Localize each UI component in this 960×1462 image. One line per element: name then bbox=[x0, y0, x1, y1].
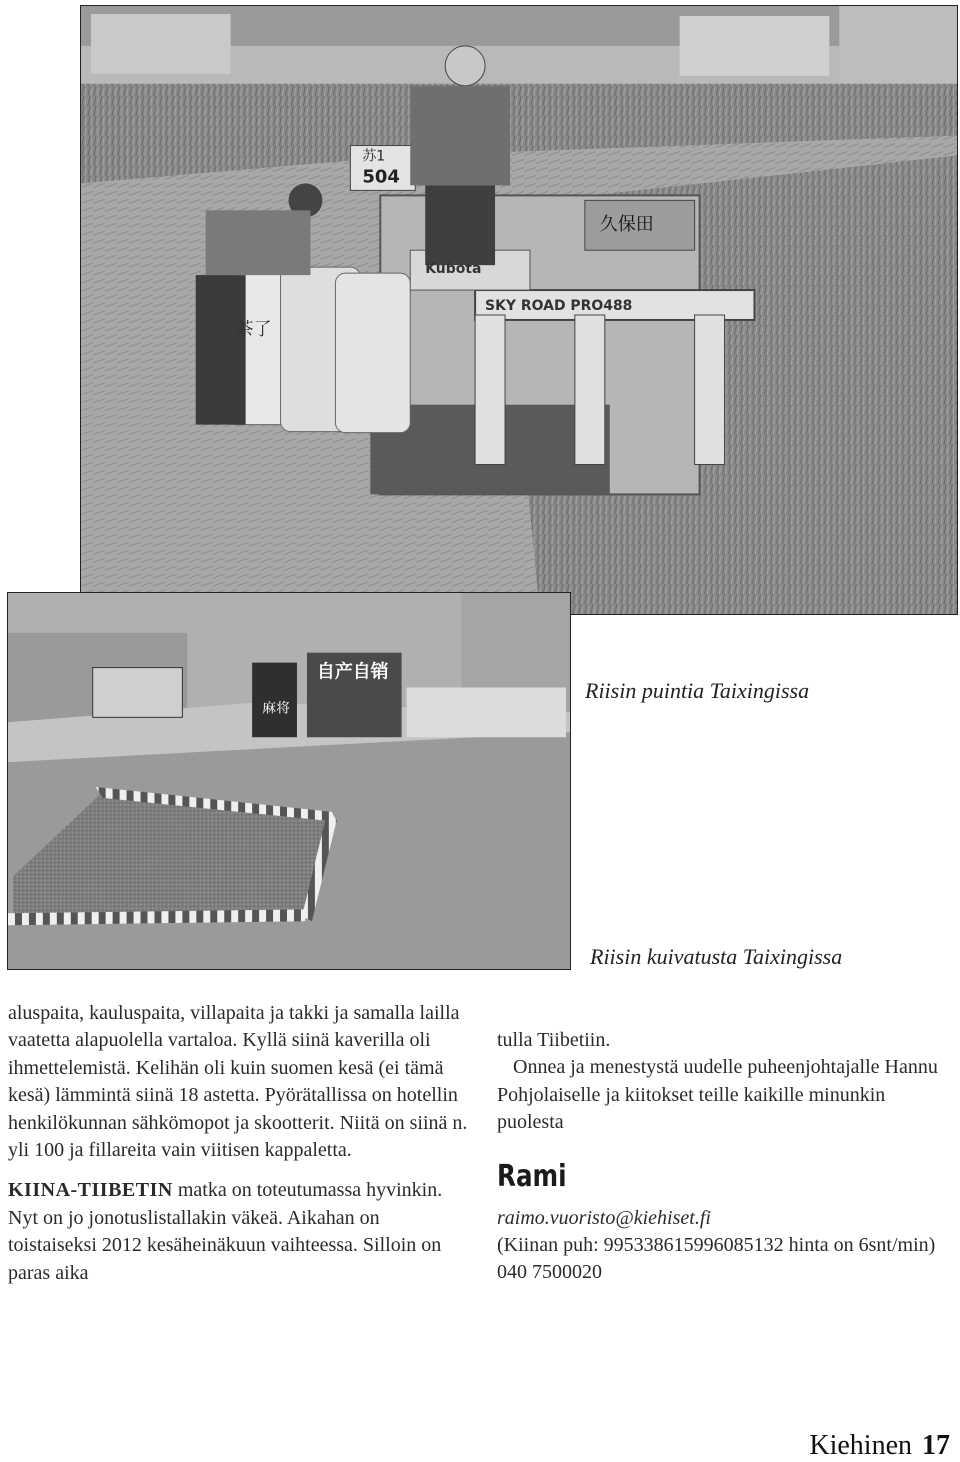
harvest-sign-2: 504 bbox=[362, 166, 400, 188]
harvest-photo bbox=[80, 5, 958, 615]
harvest-sign-1: 苏1 bbox=[362, 148, 386, 165]
rice-bags bbox=[226, 260, 411, 432]
right-paragraph-1: tulla Tiibetiin. bbox=[497, 1029, 611, 1051]
drying-photo-illustration bbox=[8, 593, 570, 969]
right-column bbox=[497, 1027, 952, 1287]
harvest-sign-4: Kubota bbox=[425, 261, 482, 278]
left-paragraph-2 bbox=[8, 1177, 468, 1287]
harvest-sign-5: SKY ROAD PRO488 bbox=[485, 298, 633, 314]
drying-photo bbox=[7, 592, 571, 970]
phone-number: 040 7500020 bbox=[497, 1261, 602, 1284]
combine-harvester bbox=[350, 146, 754, 495]
drying-caption: Riisin kuivatusta Taixingissa bbox=[590, 944, 843, 969]
page-footer bbox=[809, 1430, 950, 1462]
harvest-sign-6: 茶了 bbox=[235, 318, 272, 340]
harvest-sign-3: 久保田 bbox=[599, 214, 654, 236]
right-paragraph-2: Onnea ja menestystä uudelle puheenjohtajalle Hannu Pohjolaiselle ja kiitokset teille kaikille minunkin puolesta bbox=[497, 1056, 938, 1134]
left-paragraph-2-text: matka on toteutumassa hyvinkin. Nyt on jo jonotuslistallakin väkeä. Aikahan on toistaiseksi 2012 kesäheinäkuun vaihteessa. Silloin on paras aika bbox=[8, 1179, 443, 1284]
harvest-photo-illustration bbox=[81, 6, 957, 614]
author-signature: Rami bbox=[497, 1158, 567, 1194]
kicker-kiina-tiibetin: KIINA-TIIBETIN bbox=[8, 1179, 173, 1202]
author-email: raimo.vuoristo@kiehiset.fi bbox=[497, 1206, 711, 1229]
harvest-caption: Riisin puintia Taixingissa bbox=[585, 678, 810, 703]
drying-sign-1: 自产自销 bbox=[316, 661, 389, 683]
page-number: 17 bbox=[922, 1430, 950, 1461]
drying-sign-2: 麻将 bbox=[262, 700, 290, 717]
phone-note: (Kiinan puh: 995338615996085132 hinta on 6snt/min) bbox=[497, 1234, 936, 1257]
left-paragraph-1: aluspaita, kauluspaita, villapaita ja takki ja samalla lailla vaatetta alapuolella vartaloa. Kyllä siinä kaverilla oli ihmettelemistä. Kelihän oli kuin suomen kesä (ei tämä kesä) lämmintä siinä 18 astetta. Pyörätallissa on hotellin henkilökunnan sähkömopot ja skootterit. Niitä on siinä n. yli 100 ja fillareita vain viitisen kappaletta. bbox=[8, 1002, 468, 1162]
left-column bbox=[8, 1000, 468, 1287]
magazine-name: Kiehinen bbox=[809, 1430, 912, 1461]
